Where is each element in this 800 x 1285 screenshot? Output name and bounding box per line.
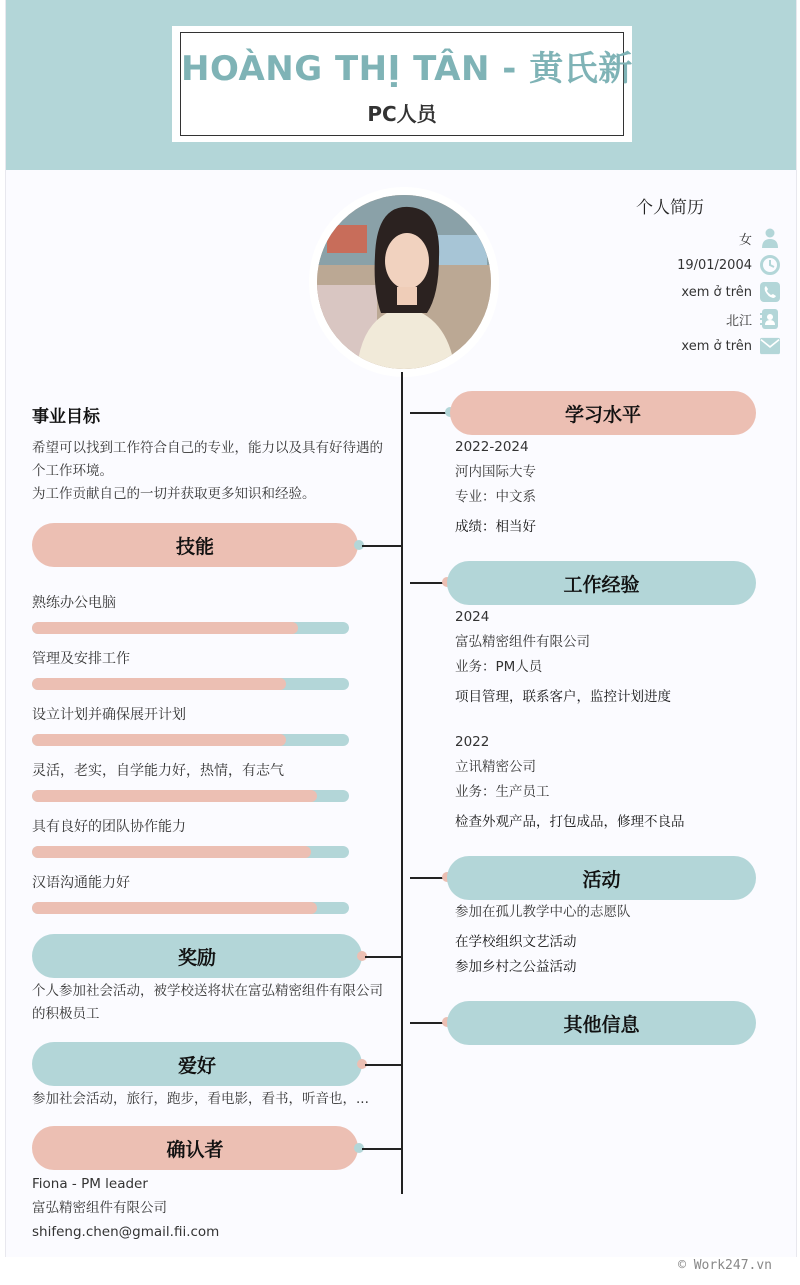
- job-year: 2022: [455, 734, 490, 750]
- skill-label: 管理及安排工作: [32, 651, 130, 667]
- skill-label: 设立计划并确保展开计划: [32, 707, 186, 723]
- experience-job: [455, 730, 685, 835]
- skills-heading: 技能: [32, 523, 358, 567]
- experience-heading: 工作经验: [447, 561, 756, 605]
- objective-line: 希望可以找到工作符合自己的专业，能力以及具有好待遇的: [32, 440, 383, 456]
- info-phone: [681, 281, 780, 303]
- connector-line: [365, 1064, 402, 1066]
- skill-bar: [32, 902, 349, 914]
- skill-label: 熟练办公电脑: [32, 595, 116, 611]
- portrait-image: [317, 195, 491, 369]
- education-result: 成绩：相当好: [455, 519, 536, 535]
- skill-label: 具有良好的团队协作能力: [32, 819, 186, 835]
- skill-label: 灵活，老实，自学能力好，热情，有志气: [32, 763, 284, 779]
- skill-item: [32, 872, 352, 914]
- education-details: [455, 435, 536, 540]
- info-address-text: 北江: [725, 313, 752, 329]
- skill-bar: [32, 790, 349, 802]
- activity-item: 在学校组织文艺活动: [455, 934, 577, 950]
- awards-text: [32, 980, 406, 1026]
- connector-line: [362, 1148, 402, 1150]
- awards-line: 个人参加社会活动，被学校送将状在富弘精密组件有限公司: [32, 983, 383, 999]
- reference-text: [32, 1172, 406, 1244]
- skill-bar: [32, 846, 349, 858]
- skill-item: [32, 760, 352, 802]
- skill-bar: [32, 734, 349, 746]
- job-company: 富弘精密组件有限公司: [455, 634, 590, 650]
- job-position: 业务：PM人员: [455, 659, 543, 675]
- skill-item: [32, 704, 352, 746]
- connector-line: [410, 412, 450, 414]
- awards-line: 的积极员工: [32, 1006, 100, 1022]
- reference-heading: 确认者: [32, 1126, 358, 1170]
- skill-item: [32, 816, 352, 858]
- info-email: [681, 335, 780, 357]
- education-major: 专业：中文系: [455, 489, 536, 505]
- objective-line: 个工作环境。: [32, 463, 113, 479]
- reference-email: shifeng.chen@gmail.fii.com: [32, 1224, 220, 1240]
- connector-line: [365, 956, 402, 958]
- skill-level: [32, 790, 317, 802]
- skill-bar: [32, 678, 349, 690]
- reference-company: 富弘精密组件有限公司: [32, 1200, 167, 1216]
- activity-item: 参加乡村之公益活动: [455, 959, 577, 975]
- skill-label: 汉语沟通能力好: [32, 875, 130, 891]
- objective-title: 事业目标: [32, 407, 100, 427]
- person-icon: [760, 228, 780, 248]
- mail-icon: [760, 336, 780, 356]
- education-school: 河内国际大专: [455, 464, 536, 480]
- skill-item: [32, 592, 352, 634]
- info-phone-text: xem ở trên: [681, 284, 752, 300]
- name-box: [172, 26, 632, 142]
- skill-level: [32, 678, 286, 690]
- job-company: 立讯精密公司: [455, 759, 536, 775]
- job-description: 检查外观产品，打包成品，修理不良品: [455, 814, 685, 830]
- skill-level: [32, 622, 298, 634]
- activities-list: [455, 900, 631, 980]
- objective-line: 为工作贡献自己的一切并获取更多知识和经验。: [32, 486, 316, 502]
- avatar: [317, 195, 491, 369]
- education-period: 2022-2024: [455, 439, 529, 455]
- address-book-icon: [760, 309, 780, 329]
- awards-heading: 奖励: [32, 934, 362, 978]
- activity-item: 参加在孤儿教学中心的志愿队: [455, 904, 631, 920]
- job-description: 项目管理，联系客户，监控计划进度: [455, 689, 671, 705]
- full-name: HOÀNG THỊ TÂN - 黄氏新: [181, 49, 633, 89]
- resume-page: [5, 0, 797, 1257]
- info-gender-text: 女: [738, 232, 752, 248]
- skill-level: [32, 902, 317, 914]
- objective-section: [32, 402, 406, 506]
- info-address: [726, 308, 780, 330]
- hobbies-text: 参加社会活动，旅行，跑步，看电影，看书，听音也，...: [32, 1091, 369, 1107]
- connector-line: [362, 545, 402, 547]
- watermark: © Work247.vn: [678, 1258, 772, 1273]
- job-position: 业务：生产员工: [455, 784, 550, 800]
- header-band: [6, 0, 796, 170]
- phone-icon: [760, 282, 780, 302]
- info-birthdate: [677, 254, 780, 276]
- info-email-text: xem ở trên: [681, 338, 752, 354]
- personal-info-title: 个人简历: [636, 198, 704, 218]
- job-role: PC人员: [367, 102, 437, 126]
- hobbies-heading: 爱好: [32, 1042, 362, 1086]
- info-birthdate-text: 19/01/2004: [677, 257, 752, 273]
- avatar-frame: [309, 187, 499, 377]
- education-heading: 学习水平: [450, 391, 756, 435]
- skill-bar: [32, 622, 349, 634]
- reference-name: Fiona - PM leader: [32, 1176, 148, 1192]
- skill-level: [32, 846, 311, 858]
- other-info-heading: 其他信息: [447, 1001, 756, 1045]
- skill-item: [32, 648, 352, 690]
- clock-icon: [760, 255, 780, 275]
- experience-job: [455, 605, 671, 710]
- info-gender: [739, 227, 780, 249]
- activities-heading: 活动: [447, 856, 756, 900]
- skill-level: [32, 734, 286, 746]
- job-year: 2024: [455, 609, 490, 625]
